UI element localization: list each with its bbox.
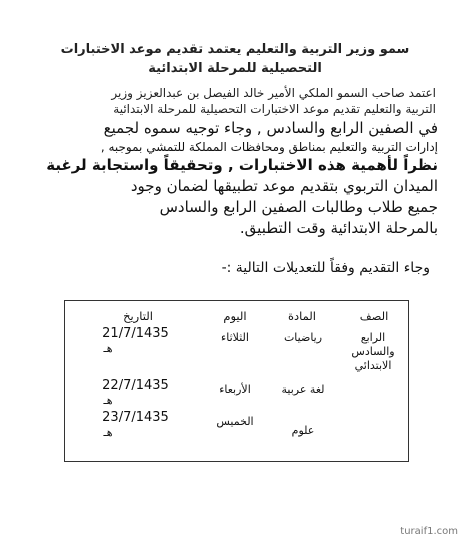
header-date: التاريخ [123,309,153,323]
paragraph-line: التربية والتعليم تقديم موعد الاختبارات التحصيلية للمرحلة الابتدائية [113,102,436,116]
row-day: الأربعاء [219,383,251,396]
header-subject: المادة [288,309,316,323]
grade-value [344,331,402,373]
row-day: الثلاثاء [221,331,249,344]
paragraph-line: بالمرحلة الابتدائية وقت التطبيق. [239,219,438,237]
paragraph-line: نظراً لأهمية هذه الاختبارات , وتحقيقاً واستجابة لرغبة [46,156,438,174]
paragraph-line: إدارات التربية والتعليم بمناطق ومحافظات المملكة للتمشي بموجبه , [100,140,438,154]
title-line: التحصيلية للمرحلة الابتدائية [148,61,322,76]
row-date: 21/7/1435 [102,326,169,341]
grade-line: الابتدائي [354,359,392,372]
document-title [40,40,430,78]
header-day: اليوم [223,309,247,323]
row-subject: لغة عربية [281,383,325,396]
paragraph-line: جميع طلاب وطالبات الصفين الرابع والسادس [159,198,438,216]
grade-line: الرابع [360,331,386,344]
title-line: سمو وزير التربية والتعليم يعتمد تقديم موعد الاختبارات [60,42,410,57]
schedule-table [64,300,409,462]
row-date-suffix: هـ [103,342,113,355]
row-subject: رياضيات [283,331,323,344]
grade-line: والسادس [351,345,395,358]
intro-paragraph-small [32,85,436,117]
row-date-suffix: هـ [103,426,113,439]
header-grade: الصف [359,309,389,323]
schedule-intro: وجاء التقديم وفقاً للتعديلات التالية :- [221,260,430,276]
watermark: turaif1.com [400,526,458,537]
row-date: 22/7/1435 [102,378,169,393]
row-day: الخميس [216,415,254,428]
paragraph-line: في الصفين الرابع والسادس , وجاء توجيه سموه لجميع [103,119,438,137]
paragraph-line: الميدان التربوي بتقديم موعد تطبيقها لضمان وجود [130,177,438,195]
row-date: 23/7/1435 [102,410,169,425]
paragraph-line: اعتمد صاحب السمو الملكي الأمير خالد الفيصل بن عبدالعزيز وزير [111,86,436,100]
body-paragraph [28,118,438,239]
row-subject: علوم [291,424,315,437]
row-date-suffix: هـ [103,394,113,407]
